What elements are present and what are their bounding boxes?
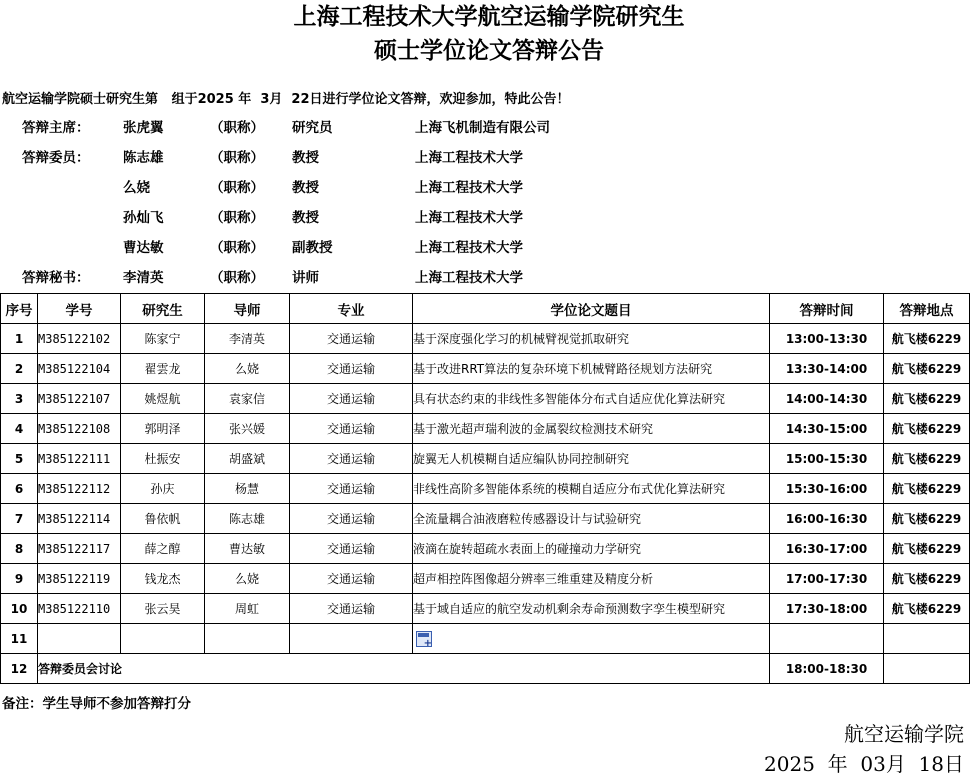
cell-sid: M385122114	[38, 504, 121, 534]
committee-title: 副教授	[292, 240, 333, 256]
cell-empty	[770, 624, 884, 654]
cell-major: 交通运输	[290, 324, 413, 354]
cell-advisor: 么娆	[205, 354, 290, 384]
cell-student: 孙庆	[121, 474, 205, 504]
cell-advisor: 李清英	[205, 324, 290, 354]
cell-student: 薛之醇	[121, 534, 205, 564]
cell-no: 9	[1, 564, 38, 594]
cell-advisor: 杨慧	[205, 474, 290, 504]
cell-empty	[121, 624, 205, 654]
cell-no: 3	[1, 384, 38, 414]
table-row	[1, 414, 970, 444]
committee-org: 上海工程技术大学	[415, 240, 523, 256]
cell-major: 交通运输	[290, 594, 413, 624]
cell-sid: M385122110	[38, 594, 121, 624]
cell-time: 15:00-15:30	[770, 444, 884, 474]
table-header-row	[1, 294, 970, 324]
cell-thesis: 液滴在旋转超疏水表面上的碰撞动力学研究	[413, 534, 770, 564]
cell-thesis: 旋翼无人机模糊自适应编队协同控制研究	[413, 444, 770, 474]
cell-time: 16:00-16:30	[770, 504, 884, 534]
committee-title-tag: （职称）	[210, 210, 264, 226]
cell-major: 交通运输	[290, 534, 413, 564]
committee-org: 上海飞机制造有限公司	[415, 120, 550, 136]
cell-location: 航飞楼6229	[884, 594, 970, 624]
table-row	[1, 324, 970, 354]
cell-thesis-empty	[413, 624, 770, 654]
committee-row	[0, 115, 978, 141]
committee-name: 曹达敏	[123, 240, 164, 256]
committee-org: 上海工程技术大学	[415, 210, 523, 226]
header-location: 答辩地点	[884, 294, 970, 324]
committee-title: 研究员	[292, 120, 333, 136]
table-row	[1, 474, 970, 504]
signature-date: 2025 年 03月 18日	[764, 752, 964, 776]
cell-no: 5	[1, 444, 38, 474]
cell-location: 航飞楼6229	[884, 384, 970, 414]
committee-title-tag: （职称）	[210, 270, 264, 286]
cell-major: 交通运输	[290, 504, 413, 534]
cell-student: 钱龙杰	[121, 564, 205, 594]
cell-advisor: 么娆	[205, 564, 290, 594]
committee-org: 上海工程技术大学	[415, 270, 523, 286]
cell-no: 2	[1, 354, 38, 384]
cell-time: 17:00-17:30	[770, 564, 884, 594]
cell-major: 交通运输	[290, 384, 413, 414]
committee-row	[0, 265, 978, 291]
cell-empty	[290, 624, 413, 654]
committee-name: 陈志雄	[123, 150, 164, 166]
cell-advisor: 胡盛斌	[205, 444, 290, 474]
cell-student: 杜振安	[121, 444, 205, 474]
cell-no: 12	[1, 654, 38, 684]
committee-name: 孙灿飞	[123, 210, 164, 226]
page-title-line1: 上海工程技术大学航空运输学院研究生	[293, 3, 685, 30]
table-row-discussion	[1, 654, 970, 684]
cell-student: 姚煜航	[121, 384, 205, 414]
cell-thesis: 基于激光超声瑞利波的金属裂纹检测技术研究	[413, 414, 770, 444]
header-thesis: 学位论文题目	[413, 294, 770, 324]
cell-thesis: 非线性高阶多智能体系统的模糊自适应分布式优化算法研究	[413, 474, 770, 504]
header-sid: 学号	[38, 294, 121, 324]
header-no: 序号	[1, 294, 38, 324]
cell-time: 16:30-17:00	[770, 534, 884, 564]
intro-text: 航空运输学院硕士研究生第 组于2025 年 3月 22日进行学位论文答辩，欢迎参加，特此公告！	[2, 92, 570, 107]
cell-no: 1	[1, 324, 38, 354]
cell-thesis: 超声相控阵图像超分辨率三维重建及精度分析	[413, 564, 770, 594]
table-row	[1, 564, 970, 594]
committee-row	[0, 235, 978, 261]
cell-discussion-time: 18:00-18:30	[770, 654, 884, 684]
table-row	[1, 594, 970, 624]
header-major: 专业	[290, 294, 413, 324]
cell-thesis: 具有状态约束的非线性多智能体分布式自适应优化算法研究	[413, 384, 770, 414]
cell-discussion-label: 答辩委员会讨论	[38, 654, 770, 684]
note-text: 备注：学生导师不参加答辩打分	[2, 696, 191, 712]
cell-student: 翟雲龙	[121, 354, 205, 384]
cell-advisor: 曹达敏	[205, 534, 290, 564]
cell-location: 航飞楼6229	[884, 414, 970, 444]
cell-time: 14:30-15:00	[770, 414, 884, 444]
cell-time: 13:00-13:30	[770, 324, 884, 354]
cell-sid: M385122104	[38, 354, 121, 384]
committee-row	[0, 175, 978, 201]
cell-location: 航飞楼6229	[884, 324, 970, 354]
cell-time: 14:00-14:30	[770, 384, 884, 414]
committee-org: 上海工程技术大学	[415, 180, 523, 196]
cell-major: 交通运输	[290, 564, 413, 594]
committee-title-tag: （职称）	[210, 180, 264, 196]
cell-time: 15:30-16:00	[770, 474, 884, 504]
cell-sid: M385122112	[38, 474, 121, 504]
cell-major: 交通运输	[290, 444, 413, 474]
committee-name: 张虎翼	[123, 120, 164, 136]
cell-empty	[38, 624, 121, 654]
cell-sid: M385122119	[38, 564, 121, 594]
cell-sid: M385122107	[38, 384, 121, 414]
cell-sid: M385122111	[38, 444, 121, 474]
header-student: 研究生	[121, 294, 205, 324]
cell-empty	[884, 654, 970, 684]
committee-role: 答辩委员：	[22, 150, 90, 166]
cell-sid: M385122108	[38, 414, 121, 444]
committee-title-tag: （职称）	[210, 120, 264, 136]
cell-major: 交通运输	[290, 354, 413, 384]
cell-advisor: 周虹	[205, 594, 290, 624]
cell-student: 陈家宁	[121, 324, 205, 354]
cell-thesis: 基于深度强化学习的机械臂视觉抓取研究	[413, 324, 770, 354]
cell-student: 郭明泽	[121, 414, 205, 444]
cell-advisor: 袁家信	[205, 384, 290, 414]
cell-no: 7	[1, 504, 38, 534]
cell-no: 11	[1, 624, 38, 654]
cell-location: 航飞楼6229	[884, 474, 970, 504]
committee-role: 答辩秘书：	[22, 270, 90, 286]
committee-title-tag: （职称）	[210, 240, 264, 256]
committee-row	[0, 145, 978, 171]
cell-location: 航飞楼6229	[884, 444, 970, 474]
cell-empty	[884, 624, 970, 654]
cell-no: 10	[1, 594, 38, 624]
table-row	[1, 354, 970, 384]
cell-time: 17:30-18:00	[770, 594, 884, 624]
cell-student: 鲁依帆	[121, 504, 205, 534]
table-row	[1, 534, 970, 564]
cell-major: 交通运输	[290, 414, 413, 444]
committee-title: 教授	[292, 210, 319, 226]
cell-location: 航飞楼6229	[884, 534, 970, 564]
table-row	[1, 384, 970, 414]
committee-role: 答辩主席：	[22, 120, 90, 136]
cell-location: 航飞楼6229	[884, 564, 970, 594]
cell-time: 13:30-14:00	[770, 354, 884, 384]
cell-sid: M385122102	[38, 324, 121, 354]
table-insert-icon[interactable]	[416, 631, 432, 647]
cell-major: 交通运输	[290, 474, 413, 504]
committee-title-tag: （职称）	[210, 150, 264, 166]
committee-title: 教授	[292, 180, 319, 196]
cell-location: 航飞楼6229	[884, 504, 970, 534]
cell-no: 6	[1, 474, 38, 504]
header-advisor: 导师	[205, 294, 290, 324]
cell-thesis: 基于改进RRT算法的复杂环境下机械臂路径规划方法研究	[413, 354, 770, 384]
cell-thesis: 全流量耦合油液磨粒传感器设计与试验研究	[413, 504, 770, 534]
cell-advisor: 张兴媛	[205, 414, 290, 444]
committee-title: 教授	[292, 150, 319, 166]
cell-no: 8	[1, 534, 38, 564]
table-row-empty	[1, 624, 970, 654]
committee-row	[0, 205, 978, 231]
table-row	[1, 444, 970, 474]
cell-advisor: 陈志雄	[205, 504, 290, 534]
page-title-line2: 硕士学位论文答辩公告	[374, 37, 604, 64]
committee-name: 李清英	[123, 270, 164, 286]
cell-student: 张云昊	[121, 594, 205, 624]
committee-org: 上海工程技术大学	[415, 150, 523, 166]
header-time: 答辩时间	[770, 294, 884, 324]
defense-schedule-table	[0, 293, 970, 684]
cell-sid: M385122117	[38, 534, 121, 564]
table-row	[1, 504, 970, 534]
signature-org: 航空运输学院	[844, 722, 964, 746]
cell-thesis: 基于域自适应的航空发动机剩余寿命预测数字孪生模型研究	[413, 594, 770, 624]
committee-title: 讲师	[292, 270, 319, 286]
cell-location: 航飞楼6229	[884, 354, 970, 384]
cell-empty	[205, 624, 290, 654]
committee-name: 么娆	[123, 180, 150, 196]
cell-no: 4	[1, 414, 38, 444]
